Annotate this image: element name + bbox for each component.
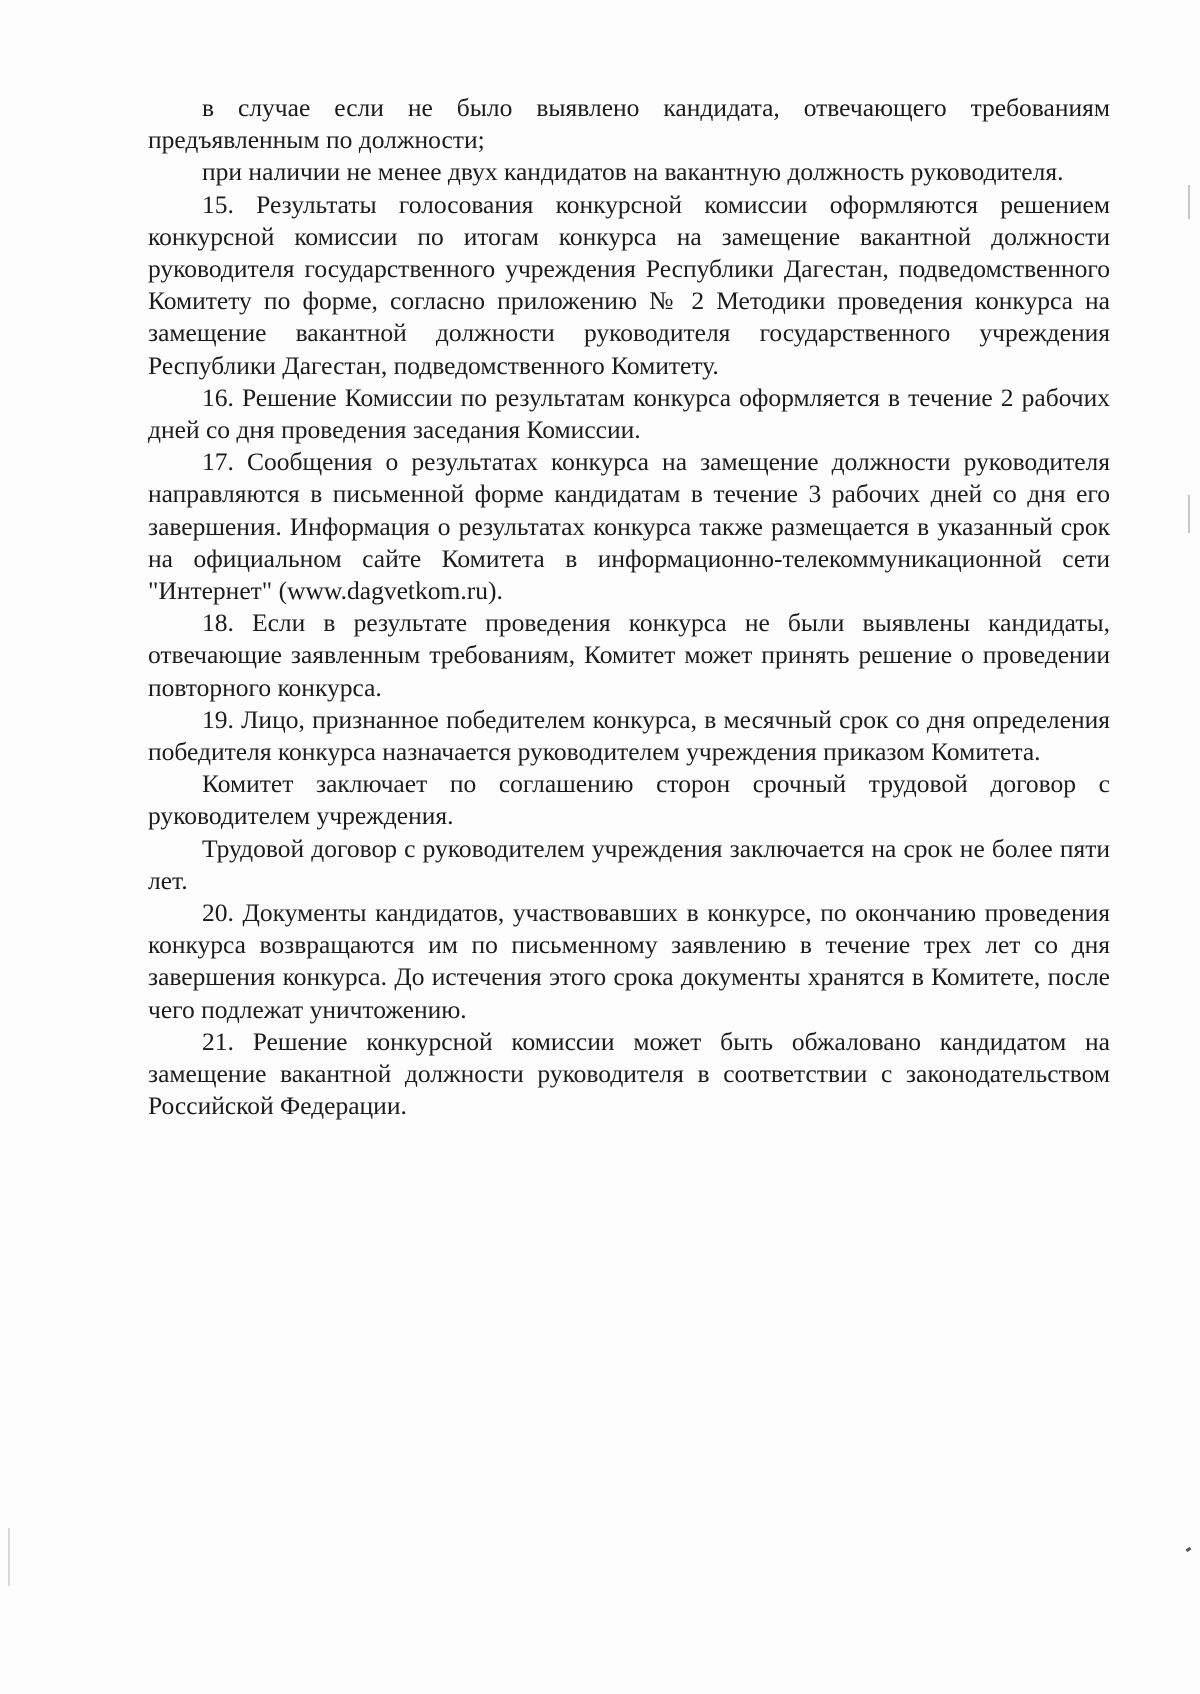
paragraph-21-appeal: 21. Решение конкурсной комиссии может быть обжаловано кандидатом на замещение вакантной должности руководителя в соответствии с законодательством Российской Федерации. bbox=[148, 1026, 1110, 1121]
scan-artifact-right-middle bbox=[1188, 495, 1190, 533]
document-body bbox=[148, 92, 1110, 1123]
scan-artifact-tick bbox=[1186, 1547, 1192, 1552]
paragraph-16-commission-decision: 16. Решение Комиссии по результатам конкурса оформляется в течение 2 рабочих дней со дня проведения заседания Комиссии. bbox=[148, 382, 1110, 445]
paragraph-20-documents-return: 20. Документы кандидатов, участвовавших в конкурсе, по окончанию проведения конкурса возвращаются им по письменному заявлению в течение трех лет со дня завершения конкурса. До истечения этого срока документы хранятся в Комитете, после чего подлежат уничтожению. bbox=[148, 898, 1110, 1024]
paragraph-19-winner-appointment: 19. Лицо, признанное победителем конкурса, в месячный срок со дня определения победителя конкурса назначается руководителем учреждения приказом Комитета. bbox=[148, 704, 1110, 767]
paragraph-15-voting-results: 15. Результаты голосования конкурсной комиссии оформляются решением конкурсной комиссии по итогам конкурса на замещение вакантной должности руководителя государственного учреждения Республики Дагестан, подведомственного Комитету по форме, согласно приложению № 2 Методики проведения конкурса на замещение вакантной должности руководителя государственного учреждения Республики Дагестан, подведомственного Комитету. bbox=[148, 189, 1110, 380]
paragraph-no-candidate: в случае если не было выявлено кандидата, отвечающего требованиям предъявленным по должности; bbox=[148, 93, 1110, 155]
paragraph-two-candidates: при наличии не менее двух кандидатов на вакантную должность руководителя. bbox=[202, 157, 1064, 187]
scan-artifact-right-top bbox=[1188, 185, 1190, 219]
paragraph-fixed-term-contract: Комитет заключает по соглашению сторон срочный трудовой договор с руководителем учреждения. bbox=[148, 769, 1110, 831]
paragraph-17-notifications: 17. Сообщения о результатах конкурса на замещение должности руководителя направляются в письменной форме кандидатам в течение 3 рабочих дней со дня его завершения. Информация о результатах конкурса также размещается в указанный срок на официальном сайте Комитета в информационно-телекоммуникационной сети "Интернет" (www.dagvetkom.ru). bbox=[148, 447, 1110, 606]
scan-artifact-left-bottom bbox=[8, 1528, 10, 1586]
paragraph-18-repeat-contest: 18. Если в результате проведения конкурса не были выявлены кандидаты, отвечающие заявленным требованиям, Комитет может принять решение о проведении повторного конкурса. bbox=[148, 608, 1110, 702]
paragraph-contract-term: Трудовой договор с руководителем учреждения заключается на срок не более пяти лет. bbox=[148, 833, 1110, 895]
